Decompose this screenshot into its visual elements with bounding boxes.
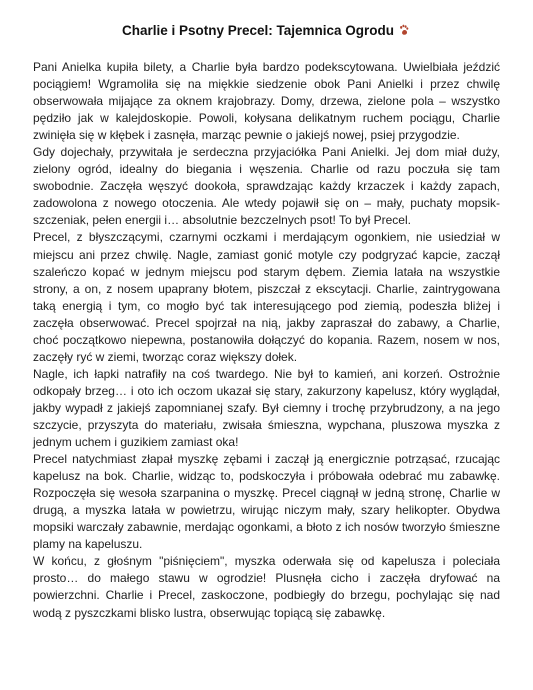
title-row xyxy=(33,22,500,42)
paw-prints-icon xyxy=(398,24,411,36)
story-paragraph: Nagle, ich łapki natrafiły na coś twardego. Nie był to kamień, ani korzeń. Ostrożnie odkopały brzeg… i oto ich oczom ukazał się stary, zakurzony kapelusz, który wyglądał, jakby wypadł z jakiejś zapomnianej szafy. Był ciemny i trochę przybrudzony, a na jego szczycie, przyszyta do materiału, zwisała śmieszna, wypchana, pluszowa myszka z jednym uchem i guzikiem zamiast oka! xyxy=(33,366,500,450)
story-paragraph: Pani Anielka kupiła bilety, a Charlie była bardzo podekscytowana. Uwielbiała jeździć pociągiem! Wgramoliła się na miękkie siedzenie obok Pani Anielki i przez chwilę obserwowała mijające za oknem krajobrazy. Domy, drzewa, zielone pola – wszystko pędziło jak w kalejdoskopie. Powoli, kołysana delikatnym ruchem pociągu, Charlie zwinięła się w kłębek i zasnęła, marząc pewnie o jakiejś nowej, psiej przygodzie. xyxy=(33,60,500,143)
story-body xyxy=(33,59,500,622)
story-paragraph: W końcu, z głośnym "piśnięciem", myszka oderwała się od kapelusza i poleciała prosto… do małego stawu w ogrodzie! Plusnęła cicho i zaczęła dryfować na powierzchni. Charlie i Precel, zaskoczone, podbiegły do brzegu, pochylając się nad wodą z pyszczkami blisko lustra, obserwując topiącą się zabawkę. xyxy=(33,554,500,620)
story-paragraph: Gdy dojechały, przywitała je serdeczna przyjaciółka Pani Anielki. Jej dom miał duży, zielony ogród, idealny do biegania i węszenia. Charlie od razu poczuła się tam swobodnie. Zaczęła węszyć dookoła, sprawdzając każdy krzaczek i każdy zapach, zadowolona z nowego otoczenia. Ale wtedy pojawił się on – mały, puchaty mopsik-szczeniak, pełen energii i… absolutnie bezczelnych psot! To był Precel. xyxy=(33,145,500,228)
document-title: Charlie i Psotny Precel: Tajemnica Ogrodu xyxy=(121,23,395,38)
story-paragraph: Precel, z błyszczącymi, czarnymi oczkami i merdającym ogonkiem, nie usiedział w miejscu ani przez chwilę. Nagle, zamiast gonić motyle czy podgryzać kapcie, zaczął szaleńczo kopać w jednym miejscu pod starym dębem. Ziemia latała na wszystkie strony, a on, z nosem upaprany błotem, piszczał z ekscytacji. Charlie, zaintrygowana taką energią i tym, co mogło być tak interesującego pod ziemią, podeszła bliżej i zaczęła obserwować. Precel spojrzał na nią, jakby zapraszał do zabawy, a Charlie, choć początkowo niepewna, postanowiła dołączyć do kopania. Razem, nosem w nos, zaczęły ryć w ziemi, tworząc coraz większy dołek. xyxy=(33,230,500,364)
story-paragraph: Precel natychmiast złapał myszkę zębami i zaczął ją energicznie potrząsać, rzucając kapelusz na bok. Charlie, widząc to, podskoczyła i próbowała odebrać mu zabawkę. Rozpoczęła się wesoła szarpanina o myszkę. Precel ciągnął w jedną stronę, Charlie w drugą, a myszka latała w powietrzu, wirując niczym mały, szary helikopter. Obydwa mopsiki warczały zabawnie, merdając ogonkami, a błoto z ich nosów tworzyło śmieszne plamy na kapeluszu. xyxy=(33,452,500,552)
